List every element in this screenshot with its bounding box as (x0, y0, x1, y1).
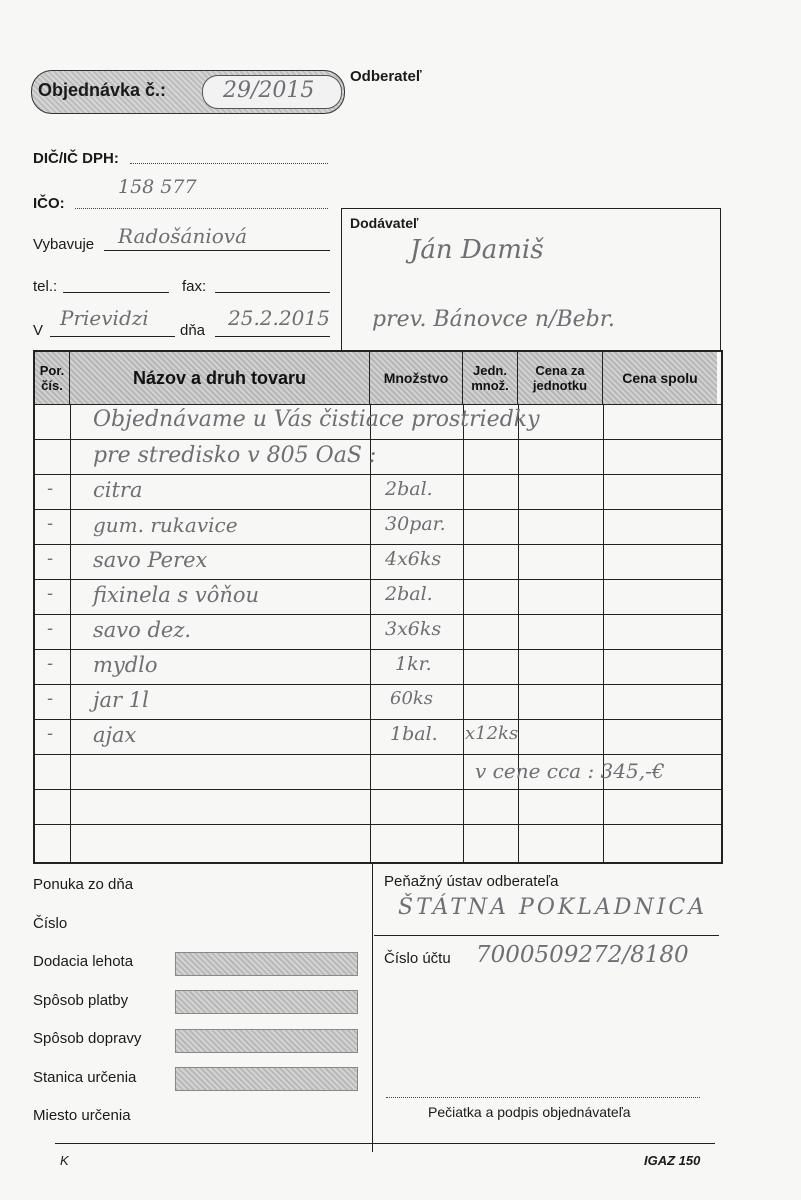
order-number-value: 29/2015 (223, 78, 315, 103)
supplier-address: prev. Bánovce n/Bebr. (372, 307, 615, 332)
row-1-dash: - (47, 478, 54, 499)
signature-line[interactable] (386, 1097, 700, 1098)
row-5-name: savo dez. (93, 618, 192, 642)
row-6-dash: - (47, 653, 54, 674)
offer-label: Ponuka zo dňa (33, 876, 134, 893)
price-note: v cene cca : 345,-€ (475, 759, 665, 783)
row-8-qty: 1bal. (390, 723, 438, 745)
row-3-dash: - (47, 548, 54, 569)
header-total: Cena spolu (603, 352, 717, 404)
row-7-name: jar 1l (93, 688, 149, 712)
supplier-label: Dodávateľ (350, 215, 419, 231)
prepared-by-label: Vybavuje (33, 236, 95, 253)
payment-field[interactable] (175, 990, 358, 1014)
delivery-field[interactable] (175, 952, 358, 976)
dic-field[interactable] (130, 163, 328, 164)
number-label: Číslo (33, 915, 68, 932)
row-8-name: ajax (93, 723, 137, 747)
form-code: IGAZ 150 (644, 1153, 701, 1168)
footer-divider (372, 862, 373, 1152)
row-5-dash: - (47, 618, 54, 639)
items-table (33, 350, 723, 864)
station-field[interactable] (175, 1067, 358, 1091)
row-2-dash: - (47, 513, 54, 534)
fax-field[interactable] (215, 292, 330, 293)
supplier-box (341, 208, 721, 351)
bank-value: ŠTÁTNA POKLADNICA (398, 895, 708, 920)
row-3-name: savo Perex (93, 548, 208, 572)
row-4-qty: 2bal. (385, 583, 433, 605)
prepared-by-value: Radošániová (118, 224, 248, 248)
transport-label: Spôsob dopravy (33, 1030, 142, 1047)
ico-field[interactable] (75, 208, 328, 209)
row-1-name: citra (93, 478, 143, 502)
stamp-label: Pečiatka a podpis objednávateľa (428, 1104, 631, 1120)
row-5-qty: 3x6ks (385, 618, 442, 640)
row-7-dash: - (47, 688, 54, 709)
prepared-by-field[interactable] (104, 250, 330, 251)
destination-label: Miesto určenia (33, 1107, 131, 1124)
account-label: Číslo účtu (384, 950, 451, 967)
row-8-unit: x12ks (465, 723, 519, 744)
place-field[interactable] (50, 336, 175, 337)
footer-left-mark: K (60, 1153, 69, 1168)
account-value: 7000509272/8180 (476, 942, 689, 968)
delivery-label: Dodacia lehota (33, 953, 134, 970)
header-unit-price: Cena za jednotku (518, 352, 603, 404)
intro-line-2: pre stredisko v 805 OaS : (93, 443, 377, 468)
date-label: dňa (180, 322, 206, 339)
row-8-dash: - (47, 723, 54, 744)
order-number-field[interactable] (202, 75, 342, 109)
tel-field[interactable] (63, 292, 169, 293)
ico-value: 158 577 (118, 176, 197, 198)
header-unit: Jedn. množ. (463, 352, 518, 404)
place-value: Prievidzi (60, 306, 149, 330)
station-label: Stanica určenia (33, 1069, 137, 1086)
header-no: Por. čís. (35, 352, 70, 404)
bank-label: Peňažný ústav odberateľa (384, 873, 559, 890)
row-1-qty: 2bal. (385, 478, 433, 500)
row-4-name: fixinela s vôňou (93, 583, 260, 607)
row-4-dash: - (47, 583, 54, 604)
row-6-name: mydlo (93, 653, 158, 677)
fax-label: fax: (182, 278, 207, 295)
header-name: Názov a druh tovaru (70, 352, 370, 404)
dic-label: DIČ/IČ DPH: (33, 150, 119, 167)
row-3-qty: 4x6ks (385, 548, 442, 570)
supplier-name: Ján Damiš (410, 235, 544, 265)
row-2-qty: 30par. (385, 513, 446, 535)
row-2-name: gum. rukavice (93, 513, 238, 537)
row-6-qty: 1kr. (395, 653, 432, 675)
order-number-pill (31, 70, 345, 114)
date-field[interactable] (215, 336, 330, 337)
customer-label: Odberateľ (350, 68, 422, 85)
transport-field[interactable] (175, 1029, 358, 1053)
row-7-qty: 60ks (390, 688, 434, 709)
tel-label: tel.: (33, 278, 58, 295)
order-label: Objednávka č.: (38, 80, 167, 100)
intro-line-1: Objednávame u Vás čistiace prostriedky (93, 407, 540, 432)
place-label: V (33, 322, 44, 339)
payment-label: Spôsob platby (33, 992, 129, 1009)
date-value: 25.2.2015 (228, 306, 330, 330)
ico-label: IČO: (33, 195, 65, 212)
header-qty: Množstvo (370, 352, 463, 404)
